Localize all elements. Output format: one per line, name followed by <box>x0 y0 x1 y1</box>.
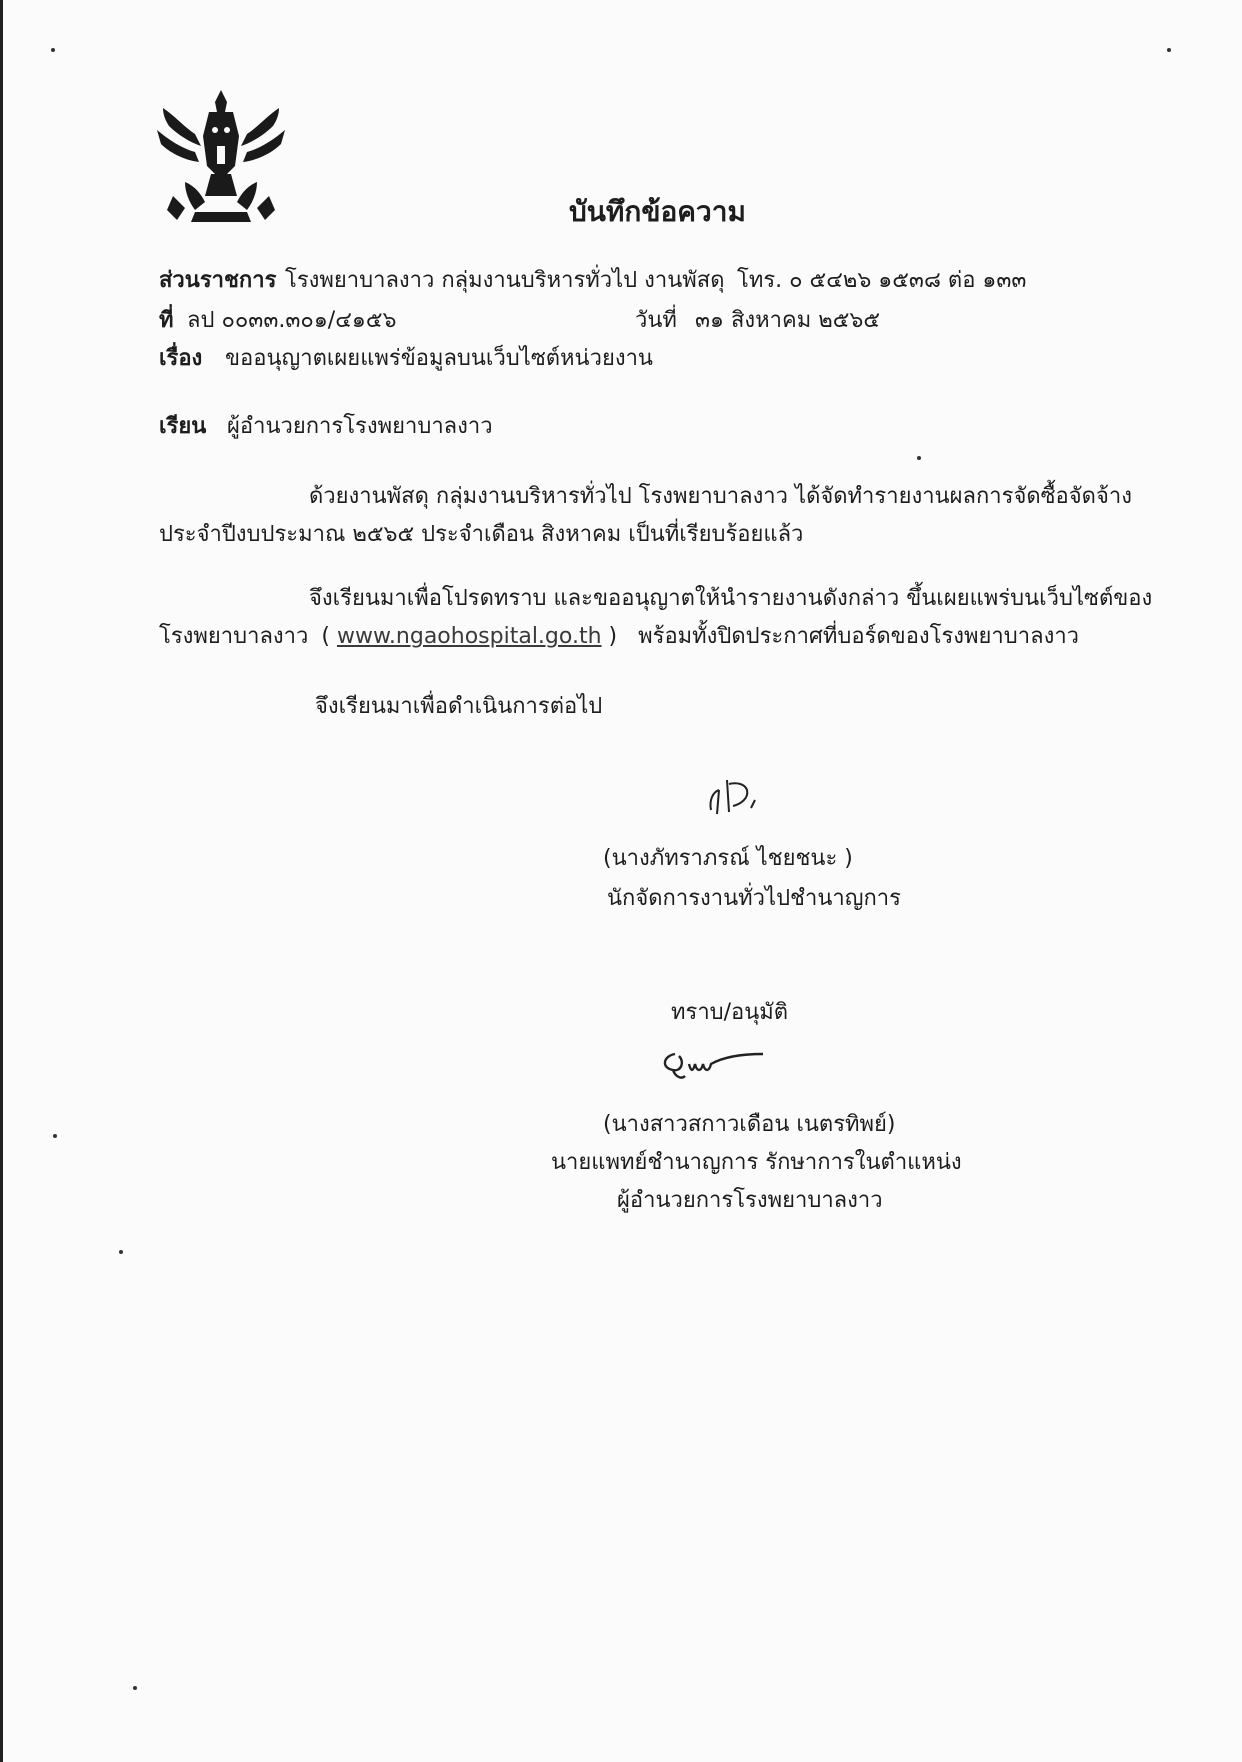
to-value: ผู้อำนวยการโรงพยาบาลงาว <box>227 414 493 439</box>
memo-title: บันทึกข้อความ <box>569 195 746 228</box>
subject-label: เรื่อง <box>159 346 203 371</box>
date-label: วันที่ <box>635 308 677 333</box>
paragraph-2-line-1: จึงเรียนมาเพื่อโปรดทราบ และขออนุญาตให้นำรายงานดังกล่าว ขึ้นเผยแพร่บนเว็บไซต์ของ <box>309 586 1153 611</box>
paragraph-2-text-b: พร้อมทั้งปิดประกาศที่บอร์ดของโรงพยาบาลงาว <box>638 624 1080 649</box>
signer-signature <box>703 770 773 820</box>
signer-name: (นางภัทราภรณ์ ไชยชนะ ) <box>603 846 853 871</box>
approval-label: ทราบ/อนุมัติ <box>671 1000 789 1025</box>
date-value: ๓๑ สิงหาคม ๒๕๖๕ <box>695 308 881 333</box>
garuda-emblem-icon <box>155 86 287 226</box>
paragraph-2-open-paren: ( <box>321 624 330 649</box>
paragraph-1-line-1: ด้วยงานพัสดุ กลุ่มงานบริหารทั่วไป โรงพยาบาลงาว ได้จัดทำรายงานผลการจัดซื้อจัดจ้าง <box>309 484 1132 509</box>
paragraph-2-line-2 <box>159 618 1079 653</box>
hospital-website-link[interactable]: www.ngaohospital.go.th <box>336 624 602 649</box>
ref-number: ลป ๐๐๓๓.๓๐๑/๔๑๕๖ <box>187 308 397 333</box>
scan-speck <box>133 1686 137 1690</box>
scan-speck <box>119 1250 123 1254</box>
paragraph-3: จึงเรียนมาเพื่อดำเนินการต่อไป <box>315 694 603 719</box>
ref-label: ที่ <box>159 308 174 333</box>
division-label: ส่วนราชการ <box>159 268 277 293</box>
approver-name: (นางสาวสกาวเดือน เนตรทิพย์) <box>603 1112 896 1137</box>
division-value: โรงพยาบาลงาว กลุ่มงานบริหารทั่วไป งานพัสดุ <box>285 268 725 293</box>
scan-speck <box>917 456 921 460</box>
scan-speck <box>51 48 55 52</box>
approver-signature <box>655 1040 775 1090</box>
approver-position-line-1: นายแพทย์ชำนาญการ รักษาการในตำแหน่ง <box>551 1150 962 1175</box>
paragraph-2-text-a: โรงพยาบาลงาว <box>159 624 309 649</box>
signer-position: นักจัดการงานทั่วไปชำนาญการ <box>607 886 901 911</box>
subject-value: ขออนุญาตเผยแพร่ข้อมูลบนเว็บไซต์หน่วยงาน <box>225 346 653 371</box>
scan-speck <box>53 1134 57 1138</box>
paragraph-1-line-2: ประจำปีงบประมาณ ๒๕๖๕ ประจำเดือน สิงหาคม เป็นที่เรียบร้อยแล้ว <box>159 522 804 547</box>
scan-speck <box>1167 48 1171 52</box>
to-label: เรียน <box>159 414 207 439</box>
approver-position-line-2: ผู้อำนวยการโรงพยาบาลงาว <box>617 1188 883 1213</box>
phone-number: โทร. ๐ ๕๔๒๖ ๑๕๓๘ ต่อ ๑๓๓ <box>737 268 1027 293</box>
paragraph-2-close-paren: ) <box>608 624 618 649</box>
